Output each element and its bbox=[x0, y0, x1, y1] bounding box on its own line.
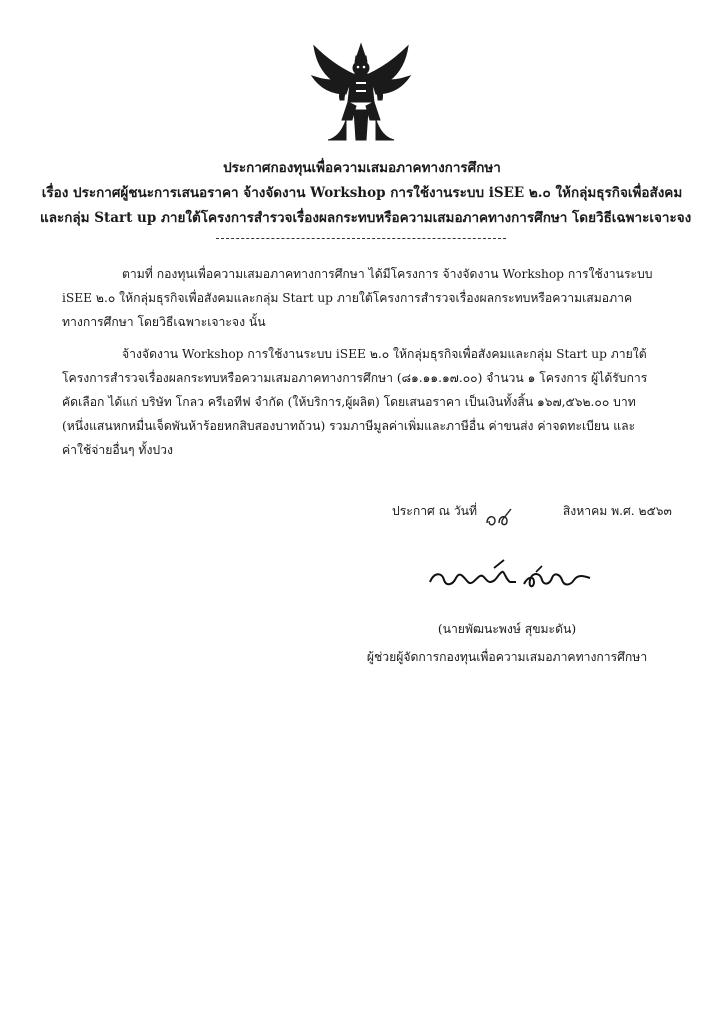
title-divider bbox=[216, 238, 506, 239]
signature-svg bbox=[424, 556, 604, 602]
paragraph-2-line-5: ค่าใช้จ่ายอื่นๆ ทั้งปวง bbox=[62, 443, 173, 457]
paragraph-2-line-2: โครงการสำรวจเรื่องผลกระทบหรือความเสมอภาคทางการศึกษา (๘๑.๑๑.๑๗.๐๐) จำนวน ๑ โครงการ ผู้ได้รับการ bbox=[62, 371, 648, 385]
title-line-2: เรื่อง ประกาศผู้ชนะการเสนอราคา จ้างจัดงาน Workshop การใช้งานระบบ iSEE ๒.๐ ให้กลุ่มธุรกิจเพื่อสังคม bbox=[41, 185, 683, 201]
signature-icon bbox=[424, 556, 604, 602]
paragraph-2 bbox=[62, 342, 672, 462]
paragraph-2-line-3: คัดเลือก ได้แก่ บริษัท โกลว ครีเอทีฟ จำกัด (ให้บริการ,ผู้ผลิต) โดยเสนอราคา เป็นเงินทั้งสิ้น ๑๖๗,๕๖๒.๐๐ บาท bbox=[62, 395, 636, 409]
handwritten-day-svg bbox=[481, 505, 541, 531]
paragraph-2-line-1: จ้างจัดงาน Workshop การใช้งานระบบ iSEE ๒.๐ ให้กลุ่มธุรกิจเพื่อสังคมและกลุ่ม Start up ภายใต้ bbox=[122, 347, 647, 361]
announcement-prefix: ประกาศ ณ วันที่ bbox=[392, 504, 478, 518]
paragraph-1-line-2: iSEE ๒.๐ ให้กลุ่มธุรกิจเพื่อสังคมและกลุ่ม Start up ภายใต้โครงการสำรวจเรื่องผลกระทบหรือความเสมอภาค bbox=[62, 291, 633, 305]
paragraph-2-line-4: (หนึ่งแสนหกหมื่นเจ็ดพันห้าร้อยหกสิบสองบาทถ้วน) รวมภาษีมูลค่าเพิ่มและภาษีอื่น ค่าขนส่ง ค่าจดทะเบียน และ bbox=[62, 419, 636, 433]
announcement-suffix: สิงหาคม พ.ศ. ๒๕๖๓ bbox=[562, 504, 672, 518]
garuda-emblem-icon bbox=[306, 40, 416, 146]
announcement-date bbox=[392, 502, 672, 521]
title-line-3: และกลุ่ม Start up ภายใต้โครงการสำรวจเรื่องผลกระทบหรือความเสมอภาคทางการศึกษา โดยวิธีเฉพาะเจาะจง bbox=[40, 210, 692, 226]
paragraph-1-line-1: ตามที่ กองทุนเพื่อความเสมอภาคทางการศึกษา ได้มีโครงการ จ้างจัดงาน Workshop การใช้งานระบบ bbox=[122, 267, 653, 281]
paragraph-1-line-3: ทางการศึกษา โดยวิธีเฉพาะเจาะจง นั้น bbox=[62, 315, 266, 329]
document-title bbox=[40, 156, 692, 231]
signer-position: ผู้ช่วยผู้จัดการกองทุนเพื่อความเสมอภาคทางการศึกษา bbox=[366, 650, 648, 664]
paragraph-1 bbox=[62, 262, 672, 334]
garuda-emblem-svg bbox=[306, 40, 416, 146]
title-line-1: ประกาศกองทุนเพื่อความเสมอภาคทางการศึกษา bbox=[223, 160, 501, 176]
signer-name: (นายพัฒนะพงษ์ สุขมะดัน) bbox=[437, 622, 577, 636]
